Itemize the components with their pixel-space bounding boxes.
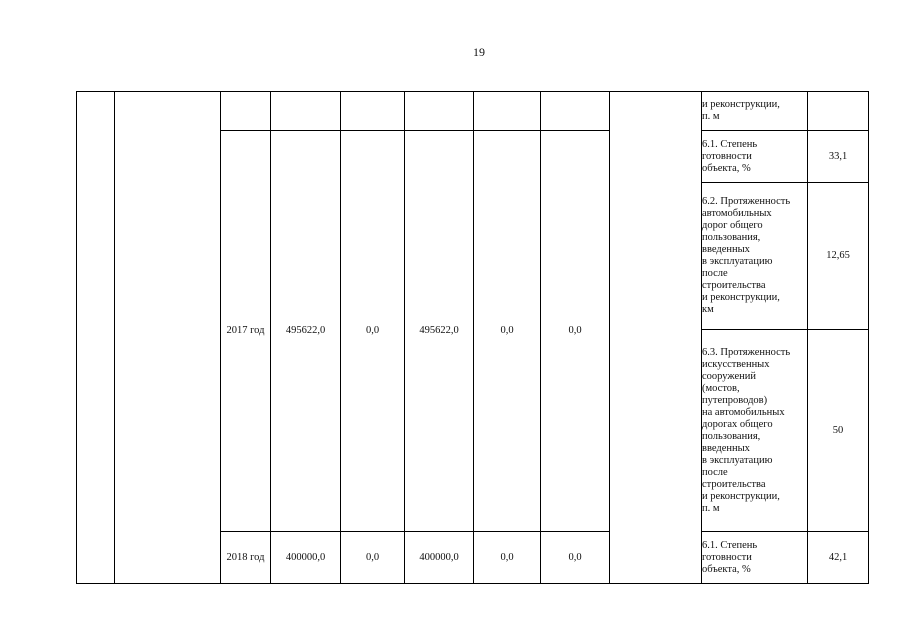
executor-cell [610,92,702,584]
indicator-value: 12,65 [808,183,869,330]
year-cell: 2017 год [221,131,271,532]
fund-cell: 0,0 [341,532,405,584]
total-cell: 495622,0 [271,131,341,532]
fund-cell: 0,0 [541,131,610,532]
fund-cell: 0,0 [341,131,405,532]
object-name-cell [115,92,221,584]
fund-cell: 495622,0 [405,131,474,532]
fund-cell [541,92,610,131]
program-table [76,91,869,584]
indicator-cell: 6.2. Протяженность автомобильных дорог общего пользования, введенных в эксплуатацию после строительства и реконструкции, км [702,183,808,330]
indicator-cell: 6.3. Протяженность искусственных сооружений (мостов, путепроводов) на автомобильных дорогах общего пользования, введенных в эксплуатацию после строительства и реконструкции, п. м [702,330,808,532]
fund-cell: 0,0 [474,131,541,532]
fund-cell: 400000,0 [405,532,474,584]
indicator-cell: 6.1. Степень готовности объекта, % [702,131,808,183]
indicator-value: 42,1 [808,532,869,584]
fund-cell [405,92,474,131]
fund-cell: 0,0 [474,532,541,584]
fund-cell [474,92,541,131]
table-row [77,92,869,131]
indicator-cell: 6.1. Степень готовности объекта, % [702,532,808,584]
total-cell: 400000,0 [271,532,341,584]
fund-cell: 0,0 [541,532,610,584]
year-cell [221,92,271,131]
indicator-value: 50 [808,330,869,532]
year-cell: 2018 год [221,532,271,584]
total-cell [271,92,341,131]
page-number: 19 [473,45,485,59]
number-cell [77,92,115,584]
indicator-cell: и реконструкции, п. м [702,92,808,131]
fund-cell [341,92,405,131]
indicator-value: 33,1 [808,131,869,183]
indicator-value [808,92,869,131]
